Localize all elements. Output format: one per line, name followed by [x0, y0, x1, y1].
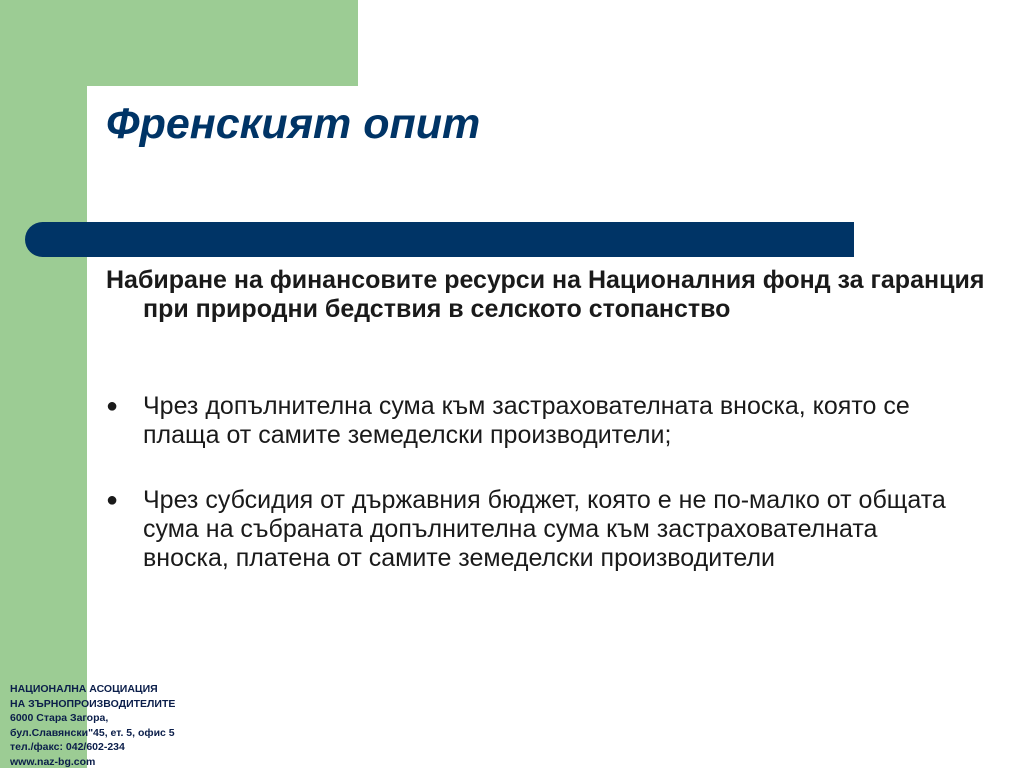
slide-heading: Набиране на финансовите ресурси на Националния фонд за гаранция при природни бедствия в селското стопанство — [106, 266, 985, 323]
footer-org-name-1: НАЦИОНАЛНА АСОЦИАЦИЯ — [10, 683, 158, 695]
bullet-icon: ● — [106, 395, 119, 417]
green-side-panel — [0, 0, 87, 768]
footer-address: бул.Славянски"45, ет. 5, офис 5 — [10, 726, 175, 739]
bullet-text: Чрез допълнителна сума към застрахователната вноска, която се плаща от самите земеделски производители; — [143, 392, 910, 449]
bullet-icon: ● — [106, 489, 119, 511]
organization-footer — [10, 682, 175, 768]
bullet-text: Чрез субсидия от държавния бюджет, която е не по-малко от общата сума на събраната допълнителна сума към застрахователната вноска, платена от самите земеделски производители — [143, 486, 946, 572]
footer-website: www.naz-bg.com — [10, 755, 96, 768]
title-divider-bar — [25, 222, 854, 257]
footer-org-name-2: НА ЗЪРНОПРОИЗВОДИТЕЛИТЕ — [10, 697, 176, 710]
bullet-item — [106, 392, 956, 450]
footer-city: 6000 Стара Загора, — [10, 712, 109, 724]
bullet-item — [106, 486, 956, 573]
slide-title: Френският опит — [106, 100, 481, 148]
footer-phone: тел./факс: 042/602-234 — [10, 741, 125, 753]
green-top-panel — [0, 0, 358, 86]
